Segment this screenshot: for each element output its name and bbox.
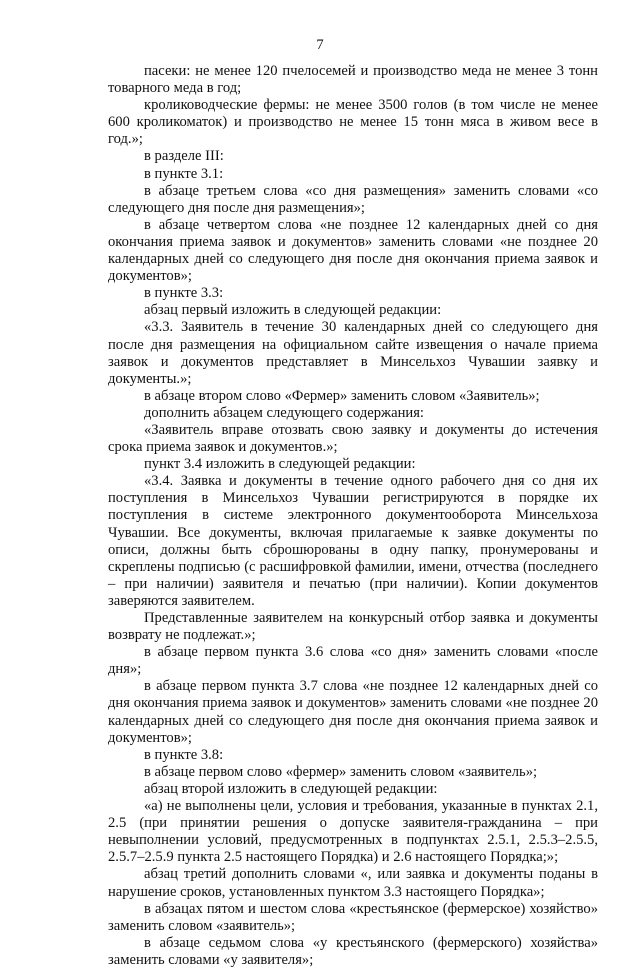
paragraph: кролиководческие фермы: не менее 3500 голов (в том числе не менее 600 кроликоматок) и производство не менее 15 тонн мяса в живом весе в год.»; [108, 97, 598, 148]
paragraph: в абзаце третьем слова «со дня размещения» заменить словами «со следующего дня после дня размещения»; [108, 182, 598, 216]
page-number: 7 [316, 37, 324, 53]
paragraph: абзац первый изложить в следующей редакции: [144, 302, 442, 319]
paragraph: в абзаце четвертом слова «не позднее 12 календарных дней со дня окончания приема заявок и документов» заменить словами «не позднее 20 календарных дней со следующего дня после дня окончания приема заявок и документов»; [108, 216, 598, 285]
paragraph: абзац третий дополнить словами «, или заявка и документы поданы в нарушение сроков, установленных пунктом 3.3 настоящего Порядка»; [108, 866, 598, 900]
paragraph: пасеки: не менее 120 пчелосемей и производство меда не менее 3 тонн товарного меда в год; [108, 63, 598, 97]
paragraph: «3.4. Заявка и документы в течение одного рабочего дня со дня их поступления в Минсельхоз Чувашии регистрируются в порядке их поступления в системе электронного документооборота Минсельхоза Чувашии. Все документы, включая прилагаемые к заявке документы по описи, должны быть сброшюрованы в одну папку, пронумерованы и скреплены подписью (с расшифровкой фамилии, имени, отчества (последнего – при наличии) заявителя и печатью (при наличии). Копии документов заверяются заявителем. [108, 473, 598, 609]
paragraph: в пункте 3.3: [144, 285, 224, 302]
paragraph: Представленные заявителем на конкурсный отбор заявка и документы возврату не подлежат.»; [108, 610, 598, 644]
paragraph: в абзаце первом слово «фермер» заменить словом «заявитель»; [144, 763, 538, 780]
paragraph: в пункте 3.8: [144, 746, 224, 763]
paragraph: пункт 3.4 изложить в следующей редакции: [144, 456, 416, 473]
paragraph: «а) не выполнены цели, условия и требования, указанные в пунктах 2.1, 2.5 (при принятии решения о допуске заявителя-гражданина – при невыполнении условий, предусмотренных в подпунктах 2.5.1, 2.5.3–2.5.5, 2.5.7–2.5.9 пункта 2.5 настоящего Порядка) и 2.6 настоящего Порядка;»; [108, 798, 598, 866]
paragraph: в абзаце первом пункта 3.7 слова «не позднее 12 календарных дней со дня окончания приема заявок и документов» заменить словами «не позднее 20 календарных дней со следующего дня после дня окончания приема заявок и документов»; [108, 678, 598, 746]
paragraph: дополнить абзацем следующего содержания: [144, 404, 424, 421]
paragraph: в абзаце седьмом слова «у крестьянского (фермерского) хозяйства» заменить словами «у заявителя»; [108, 934, 598, 968]
document-body [108, 63, 598, 969]
paragraph: абзац второй изложить в следующей редакции: [144, 780, 438, 797]
paragraph: «3.3. Заявитель в течение 30 календарных дней со следующего дня после дня размещения на официальном сайте извещения о начале приема заявок и документов представляет в Минсельхоз Чувашии заявку и документы.»; [108, 319, 598, 387]
paragraph: в абзаце первом пункта 3.6 слова «со дня» заменить словами «после дня»; [108, 644, 598, 678]
paragraph: «Заявитель вправе отозвать свою заявку и документы до истечения срока приема заявок и документов.»; [108, 421, 598, 456]
paragraph: в разделе III: [144, 148, 224, 165]
paragraph: в абзаце втором слово «Фермер» заменить словом «Заявитель»; [144, 387, 540, 404]
paragraph: в абзацах пятом и шестом слова «крестьянское (фермерское) хозяйство» заменить словом «заявитель»; [108, 900, 598, 934]
paragraph: в пункте 3.1: [144, 165, 224, 182]
